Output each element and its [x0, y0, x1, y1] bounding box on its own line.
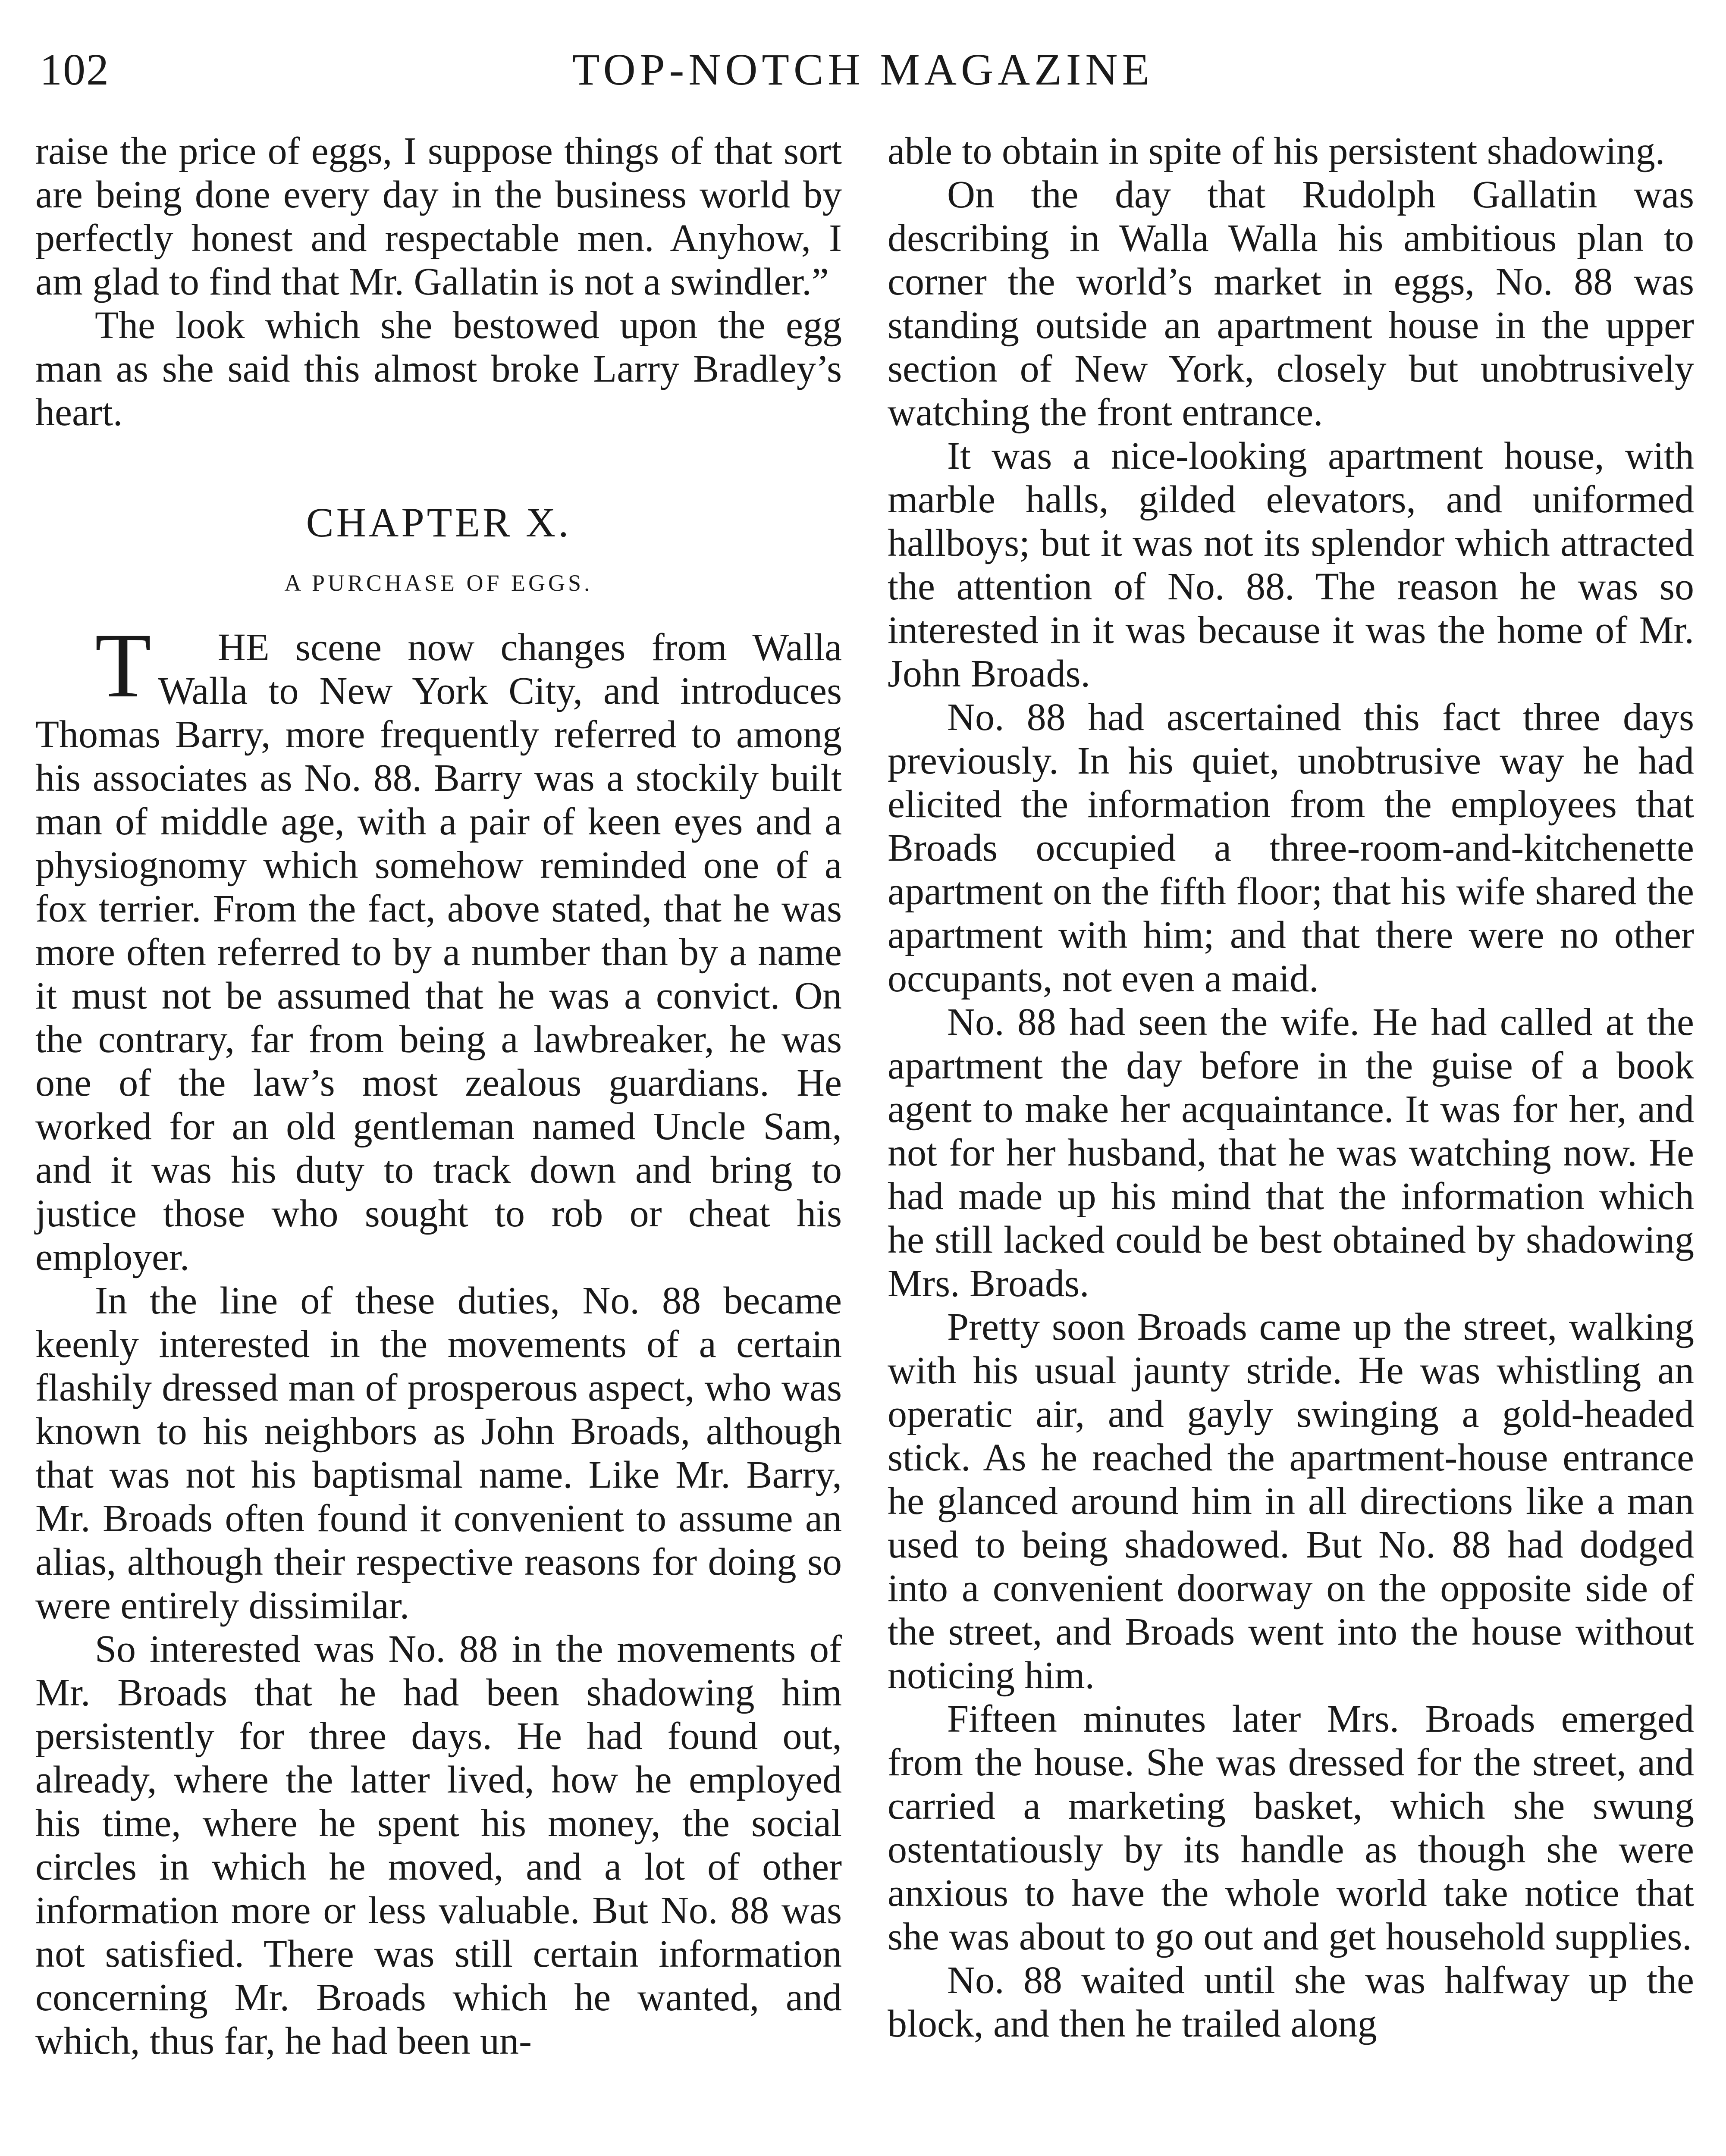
chapter-title: CHAPTER X. [306, 499, 571, 545]
paragraph: The look which she bestowed upon the egg man as she said this almost broke Larry Bradley’s heart. [35, 304, 842, 434]
opening-text: HE scene now changes from Walla Walla to New York City, and introduces Thomas Barry, more frequently referred to among his associates as No. 88. Barry was a stockily built man of middle age, with a pair of keen eyes and a physiognomy which somehow reminded one of a fox terrier. From the fact, above stated, that he was more often referred to by a number than by a name it must not be assumed that he was a convict. On the contrary, far from being a lawbreaker, he was one of the law’s most zealous guardians. He worked for an old gentleman named Uncle Sam, and it was his duty to track down and bring to justice those who sought to rob or cheat his employer. [35, 626, 842, 1279]
paragraph: So interested was No. 88 in the movements of Mr. Broads that he had been shadowing him persistently for three days. He had found out, already, where the latter lived, how he employed his time, where he spent his money, the social circles in which he moved, and a lot of other information more or less valuable. But No. 88 was not satisfied. There was still certain information concerning Mr. Broads which he wanted, and which, thus far, he had been un- [35, 1628, 842, 2062]
drop-cap: T [95, 614, 151, 717]
paragraph: No. 88 had seen the wife. He had called at the apartment the day before in the guise of a book agent to make her acquaintance. It was for her, and not for her husband, that he was watching now. He had made up his mind that the information which he still lacked could be best obtained by shadowing Mrs. Broads. [888, 1001, 1694, 1305]
left-column [35, 129, 842, 2063]
chapter-opening-paragraph [35, 614, 842, 1279]
running-head: TOP-NOTCH MAGAZINE [572, 45, 1154, 94]
paragraph: No. 88 waited until she was halfway up the block, and then he trailed along [888, 1959, 1694, 2045]
chapter-spacer [35, 434, 842, 499]
paragraph: No. 88 had ascertained this fact three days previously. In his quiet, unobtrusive way he had elicited the information from the employees that Broads occupied a three-room-and-kitchenette apartment on the fifth floor; that his wife shared the apartment with him; and that there were no other occupants, not even a maid. [888, 696, 1694, 1000]
paragraph: able to obtain in spite of his persistent shadowing. [888, 130, 1665, 172]
paragraph: It was a nice-looking apartment house, with marble halls, gilded elevators, and uniformed hallboys; but it was not its splendor which attracted the attention of No. 88. The reason he was so interested in it was because it was the home of Mr. John Broads. [888, 435, 1694, 695]
paragraph: On the day that Rudolph Gallatin was describing in Walla Walla his ambitious plan to corner the world’s market in eggs, No. 88 was standing outside an apartment house in the upper section of New York, closely but unobtrusively watching the front entrance. [888, 173, 1694, 434]
page-number: 102 [40, 45, 110, 94]
paragraph: Fifteen minutes later Mrs. Broads emerged from the house. She was dressed for the street, and carried a marketing basket, which she swung ostentatiously by its handle as though she were anxious to have the whole world take notice that she was about to go out and get household supplies. [888, 1698, 1694, 1958]
chapter-subtitle: A PURCHASE OF EGGS. [284, 570, 593, 596]
paragraph: In the line of these duties, No. 88 became keenly interested in the movements of a certain flashily dressed man of prosperous aspect, who was known to his neighbors as John Broads, although that was not his baptismal name. Like Mr. Barry, Mr. Broads often found it convenient to assume an alias, although their respective reasons for doing so were entirely dissimilar. [35, 1279, 842, 1627]
paragraph: raise the price of eggs, I suppose things of that sort are being done every day in the business world by perfectly honest and respectable men. Anyhow, I am glad to find that Mr. Gallatin is not a swindler.” [35, 130, 842, 303]
right-column [888, 129, 1694, 2046]
paragraph: Pretty soon Broads came up the street, walking with his usual jaunty stride. He was whistling an operatic air, and gayly swinging a gold-headed stick. As he reached the apartment-house entrance he glanced around him in all directions like a man used to being shadowed. But No. 88 had dodged into a convenient doorway on the opposite side of the street, and Broads went into the house without noticing him. [888, 1306, 1694, 1697]
